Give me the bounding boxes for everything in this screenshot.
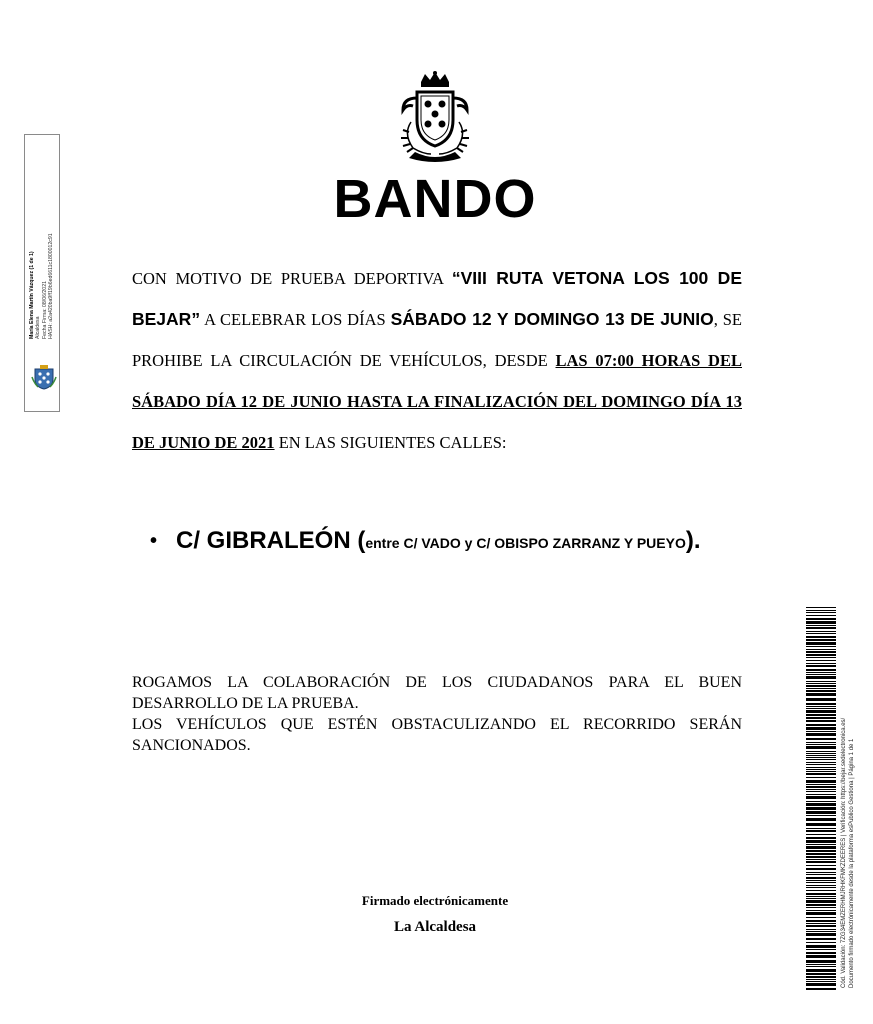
closing-paragraph: [132, 672, 742, 756]
prohibition-text: , SE PROHIBE LA CIRCULACIÓN DE VEHÍCULOS, DESDE: [132, 310, 742, 370]
celebrate-text: A CELEBRAR LOS DÍAS: [200, 310, 391, 329]
street-detail: entre C/ VADO y C/ OBISPO ZARRANZ Y PUEYO: [365, 535, 686, 551]
street-name: C/ GIBRALEÓN: [176, 527, 358, 554]
street-paren-close: ).: [685, 527, 701, 554]
small-coat-of-arms-icon: [31, 363, 57, 391]
signature-strip-text: [29, 139, 55, 339]
barcode-icon: [806, 607, 836, 991]
main-paragraph: [132, 258, 742, 463]
street-list: [150, 520, 750, 565]
signer-name: María Elena Martín Vázquez (1 de 1): [29, 251, 35, 339]
signer-title: La Alcaldesa: [393, 919, 477, 935]
validation-text: [840, 608, 856, 988]
signer-role: Alcaldesa: [35, 316, 42, 339]
sign-date: Fecha Firma: 08/06/2021: [41, 281, 48, 339]
signed-electronically: Firmado electrónicamente: [361, 893, 509, 908]
validation-line-1: Cód. Validación: 7ZG34EMZERHMJRHKFMKZDEERES | Verificación: https://bejar.sedelectronica.es/: [841, 717, 847, 988]
event-days: SÁBADO 12 Y DOMINGO 13 DE JUNIO: [390, 309, 714, 329]
bullet-icon: •: [150, 530, 158, 552]
coat-of-arms-icon: [389, 70, 481, 162]
page-title: BANDO: [333, 169, 537, 229]
intro-text: CON MOTIVO DE PRUEBA DEPORTIVA: [132, 269, 452, 288]
signature-strip: [24, 134, 60, 412]
event-name: “VIII RUTA VETONA LOS 100 DE BEJAR”: [132, 268, 742, 329]
validation-line-2: Documento firmado electrónicamente desde la plataforma esPublico Gestiona | Página 1 de 1: [849, 738, 855, 988]
closing-request: ROGAMOS LA COLABORACIÓN DE LOS CIUDADANOS PARA EL BUEN DESARROLLO DE LA PRUEBA.: [132, 674, 742, 712]
prohibition-period: LAS 07:00 HORAS DEL SÁBADO DÍA 12 DE JUNIO HASTA LA FINALIZACIÓN DEL DOMINGO DÍA 13 DE JUNIO DE 2021: [132, 351, 742, 452]
list-item: [150, 520, 750, 565]
sign-hash: HASH: a2a420ba9ff19b6ed6611c1800012c91: [48, 233, 55, 339]
closing-warning: LOS VEHÍCULOS QUE ESTÉN OBSTACULIZANDO EL RECORRIDO SERÁN SANCIONADOS.: [132, 716, 742, 754]
street-paren-open: (: [357, 527, 366, 554]
streets-intro: EN LAS SIGUIENTES CALLES:: [274, 433, 507, 452]
